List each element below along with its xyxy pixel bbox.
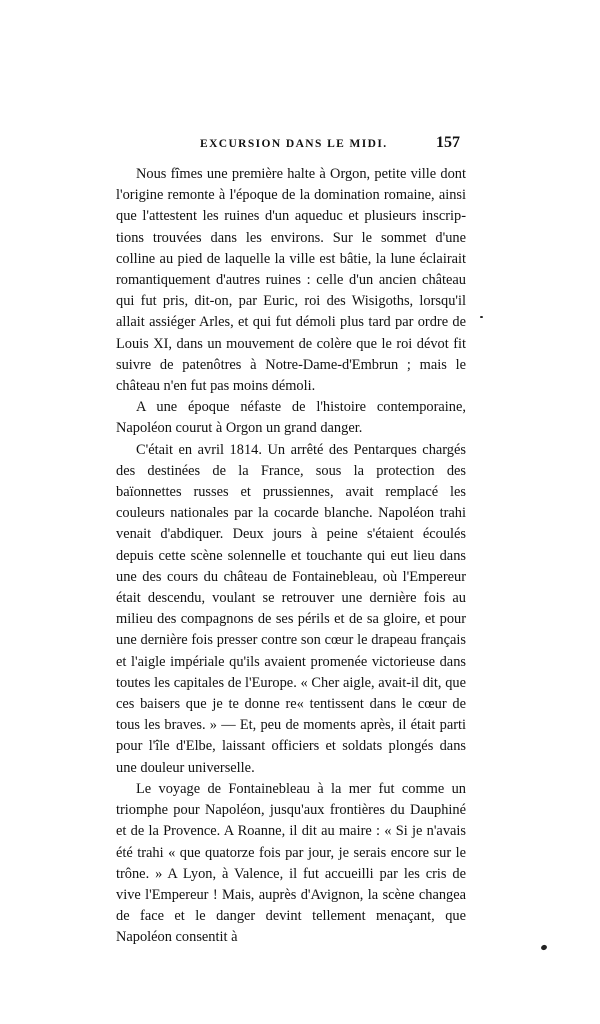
paragraph: Le voyage de Fontainebleau à la mer fut comme un triomphe pour Napoléon, jusqu'aux frontières du Dauphiné et de la Provence. A Roanne, il dit au maire : « Si je n'avais été trahi « que quatorze fois par jour, je serais encore sur le trône. » A Lyon, à Valence, il fut accueilli par les cris de vive l'Empereur ! Mais, auprès d'Avignon, la scène changea de face et le danger devint tellement menaçant, que Napoléon consentit à [116, 780, 466, 946]
paragraph: C'était en avril 1814. Un arrêté des Pentarques chargés des destinées de la France, sous la protection des baïonnettes russes et prussiennes, avait remplacé les couleurs nationales par la cocarde blanche. Napoléon trahi venait d'abdiquer. Deux jours à peine s'étaient écoulés depuis cette scène solennelle et touchante qui eut lieu dans une des cours du château de Fontainebleau, où l'Empereur était descendu, voulant se retrouver une dernière fois au milieu des compagnons de ses périls et de sa gloire, et pour une dernière fois presser contre son cœur le drapeau français et l'aigle impériale qu'ils avaient promenée victorieuse dans toutes les capitales de l'Europe. « Cher aigle, avait-il dit, que ces baisers que je te donne re« tentissent dans le cœur de tous les braves. » — Et, peu de moments après, il était parti pour l'île d'Elbe, laissant officiers et soldats plongés dans une douleur universelle. [116, 441, 466, 776]
page-number: 157 [436, 134, 460, 151]
ink-speck [480, 316, 483, 318]
running-title: EXCURSION DANS LE MIDI. [200, 138, 388, 150]
paragraph: A une époque néfaste de l'histoire contemporaine, Napoléon courut à Orgon un grand danger. [116, 399, 466, 437]
ink-speck [540, 944, 547, 951]
body-text [116, 164, 466, 949]
paragraph: Nous fîmes une première halte à Orgon, petite ville dont l'origine remonte à l'époque de la domination romaine, ainsi que l'attestent les ruines d'un aqueduc et plusieurs inscriptions trouvées dans les environs. Sur le sommet d'une colline au pied de laquelle la ville est bâtie, la lune éclairait romantiquement d'autres ruines : celle d'un ancien château qui fut pris, dit-on, par Euric, roi des Wisigoths, lorsqu'il allait assiéger Arles, et qui fut démoli plus tard par ordre de Louis XI, dans un mouvement de colère que le roi dévot fit suivre de patenôtres à Notre-Dame-d'Embrun ; mais le château n'en fut pas moins démoli. [116, 166, 466, 395]
page-header [116, 134, 464, 158]
